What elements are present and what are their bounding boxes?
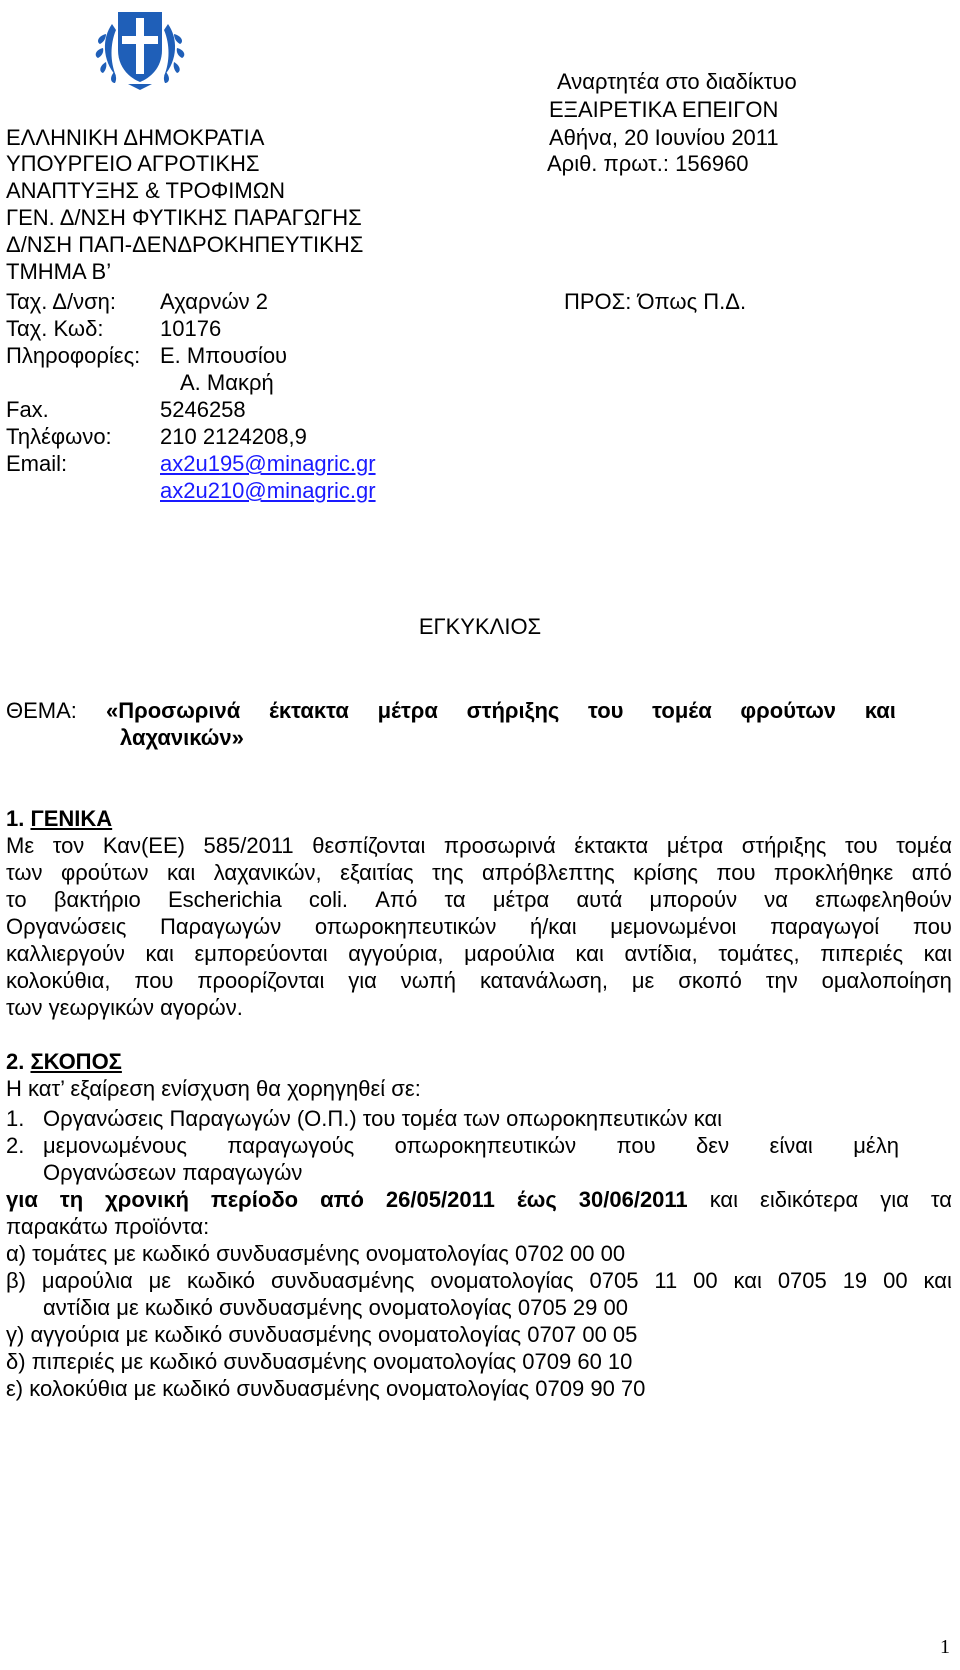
- word: τομέα: [896, 833, 952, 858]
- word: και: [923, 1268, 952, 1293]
- word: εμπορεύονται: [194, 941, 328, 966]
- word: μαρούλια: [464, 941, 555, 966]
- products-intro: παρακάτω προϊόντα:: [6, 1214, 210, 1239]
- section1-number: 1.: [6, 806, 25, 831]
- item1-number: 1.: [6, 1106, 25, 1131]
- word: έκτακτα: [574, 833, 649, 858]
- sender-department: ΤΜΗΜΑ Β’: [6, 259, 112, 284]
- word: Από: [375, 887, 418, 912]
- period-line: [6, 1187, 952, 1213]
- product-e: ε) κολοκύθια με κωδικό συνδυασμένης ονοματολογίας 0709 90 70: [6, 1376, 646, 1401]
- product-b-line1: [6, 1268, 952, 1294]
- word: ονοματολογίας: [430, 1268, 574, 1293]
- subject-label: ΘΕΜΑ:: [6, 698, 77, 723]
- word: θεσπίζονται: [312, 833, 426, 858]
- word: β): [6, 1268, 26, 1293]
- subject-word: μέτρα: [377, 698, 438, 723]
- word: για: [348, 968, 377, 993]
- word: κρίσης: [633, 860, 698, 885]
- section2-intro: Η κατ’ εξαίρεση ενίσχυση θα χορηγηθεί σε:: [6, 1076, 421, 1101]
- word: απρόβλεπτης: [481, 860, 615, 885]
- product-a: α) τομάτες με κωδικό συνδυασμένης ονοματολογίας 0702 00 00: [6, 1241, 626, 1266]
- sender-ministry-line1: ΥΠΟΥΡΓΕΙΟ ΑΓΡΟΤΙΚΗΣ: [6, 151, 260, 176]
- phone-value: 210 2124208,9: [160, 424, 307, 449]
- word: παραγωγούς: [227, 1133, 355, 1158]
- word: κολοκύθια,: [6, 968, 111, 993]
- word: και: [923, 941, 953, 966]
- word: 0705: [589, 1268, 639, 1293]
- word: με: [148, 1268, 172, 1293]
- word: με: [631, 968, 655, 993]
- word: νωπή: [400, 968, 457, 993]
- sender-directorate: Δ/ΝΣΗ ΠΑΠ-ΔΕΝΔΡΟΚΗΠΕΥΤΙΚΗΣ: [6, 232, 364, 257]
- word: μαρούλια: [41, 1268, 133, 1293]
- word: Παραγωγών: [160, 914, 282, 939]
- document-date: Αθήνα, 20 Ιουνίου 2011: [549, 125, 779, 150]
- word: που: [616, 1133, 656, 1158]
- subject-line2: λαχανικών»: [120, 725, 244, 750]
- word: αυτά: [576, 887, 623, 912]
- postcode-value: 10176: [160, 316, 222, 341]
- document-type-heading: ΕΓΚΥΚΛΙΟΣ: [418, 614, 542, 639]
- word: από: [911, 860, 952, 885]
- word: εξαιτίας: [340, 860, 414, 885]
- word: προκλήθηκε: [773, 860, 894, 885]
- greek-coat-of-arms-logo: [94, 4, 186, 90]
- word: την: [765, 968, 798, 993]
- word: 585/2011: [203, 833, 294, 858]
- word: Με: [6, 833, 35, 858]
- word: καλλιεργούν: [6, 941, 125, 966]
- word: της: [432, 860, 464, 885]
- word: να: [764, 887, 788, 912]
- urgency-marker: ΕΞΑΙΡΕΤΙΚΑ ΕΠΕΙΓΟΝ: [549, 97, 779, 122]
- word: των: [6, 860, 43, 885]
- subject-word: τομέα: [652, 698, 712, 723]
- fax-value: 5246258: [160, 397, 246, 422]
- word: επωφεληθούν: [815, 887, 952, 912]
- sender-general-directorate: ΓΕΝ. Δ/ΝΣΗ ΦΥΤΙΚΗΣ ΠΑΡΑΓΩΓΗΣ: [6, 205, 362, 230]
- word: που: [134, 968, 174, 993]
- section2-number: 2.: [6, 1049, 25, 1074]
- word: που: [912, 914, 952, 939]
- word: ομαλοποίηση: [821, 968, 952, 993]
- word: Οργανώσεις: [6, 914, 127, 939]
- word: 00: [693, 1268, 718, 1293]
- subject-word: και: [864, 698, 896, 723]
- email-link-1[interactable]: ax2u195@minagric.gr: [160, 451, 376, 476]
- word: λαχανικών,: [213, 860, 322, 885]
- word: αντίδια,: [624, 941, 698, 966]
- word: φρούτων: [60, 860, 149, 885]
- item2-number: 2.: [6, 1133, 25, 1158]
- item2-line2: Οργανώσεων παραγωγών: [43, 1160, 303, 1185]
- word: μεμονωμένοι: [610, 914, 737, 939]
- section1-title: ΓΕΝΙΚΑ: [30, 806, 113, 831]
- sender-republic: ΕΛΛΗΝΙΚΗ ΔΗΜΟΚΡΑΤΙΑ: [6, 125, 265, 150]
- online-posting-note: Αναρτητέα στο διαδίκτυο: [557, 69, 797, 94]
- word: 0705: [777, 1268, 827, 1293]
- word: συνδυασμένης: [270, 1268, 415, 1293]
- email-link-2[interactable]: ax2u210@minagric.gr: [160, 478, 376, 503]
- subject-word: στήριξης: [466, 698, 560, 723]
- word: μέτρα: [492, 887, 550, 912]
- section1-line: [6, 941, 952, 967]
- section1-line: [6, 833, 952, 859]
- word: παραγωγοί: [770, 914, 880, 939]
- page-number: 1: [940, 1636, 950, 1658]
- word: 19: [842, 1268, 868, 1293]
- word: οπωροκηπευτικών: [314, 914, 497, 939]
- word: προορίζονται: [197, 968, 325, 993]
- product-c: γ) αγγούρια με κωδικό συνδυασμένης ονοματολογίας 0707 00 05: [6, 1322, 638, 1347]
- word: 00: [883, 1268, 908, 1293]
- word: αγγούρια,: [348, 941, 444, 966]
- word: τα: [930, 1187, 953, 1212]
- word: μέτρα: [666, 833, 724, 858]
- subject-word: του: [588, 698, 624, 723]
- word: πιπεριές: [820, 941, 904, 966]
- section1-line: [6, 860, 952, 886]
- subject-word: «Προσωρινά: [106, 698, 241, 723]
- info-label: Πληροφορίες:: [6, 343, 141, 368]
- section1-line: [6, 968, 952, 994]
- word: κωδικό: [187, 1268, 256, 1293]
- period-bold: για τη χρονική περίοδο από 26/05/2011 έως 30/06/2011: [6, 1187, 688, 1212]
- word: μπορούν: [649, 887, 738, 912]
- word: για: [880, 1187, 909, 1212]
- word: προσωρινά: [443, 833, 556, 858]
- word: βακτήριο: [53, 887, 141, 912]
- word: οπωροκηπευτικών: [394, 1133, 577, 1158]
- word: 11: [654, 1268, 678, 1293]
- section1-line: [6, 914, 952, 940]
- section1-line: [6, 887, 952, 913]
- word: τα: [444, 887, 466, 912]
- item2-line1: [43, 1133, 899, 1159]
- word: ή/και: [529, 914, 577, 939]
- subject-line1: [106, 698, 896, 724]
- section1-last-line: των γεωργικών αγορών.: [6, 995, 243, 1020]
- word: coli.: [308, 887, 349, 912]
- product-d: δ) πιπεριές με κωδικό συνδυασμένης ονοματολογίας 0709 60 10: [6, 1349, 633, 1374]
- word: και: [575, 941, 604, 966]
- postcode-label: Ταχ. Κωδ:: [6, 316, 104, 341]
- section1-heading: [6, 806, 112, 832]
- word: μεμονωμένους: [43, 1133, 187, 1158]
- fax-label: Fax.: [6, 397, 49, 422]
- subject-word: έκτακτα: [268, 698, 349, 723]
- protocol-number: Αριθ. πρωτ.: 156960: [547, 151, 749, 176]
- word: τομάτες,: [718, 941, 800, 966]
- word: που: [716, 860, 756, 885]
- info-contact-1: Ε. Μπουσίου: [160, 343, 288, 368]
- section2-title: ΣΚΟΠΟΣ: [30, 1049, 122, 1074]
- address-label: Ταχ. Δ/νση:: [6, 289, 117, 314]
- word: δεν: [696, 1133, 730, 1158]
- phone-label: Τηλέφωνο:: [6, 424, 112, 449]
- word: του: [844, 833, 878, 858]
- word: είναι: [769, 1133, 813, 1158]
- word: μέλη: [853, 1133, 899, 1158]
- recipients: ΠΡΟΣ: Όπως Π.Δ.: [564, 289, 747, 314]
- word: κατανάλωση,: [479, 968, 608, 993]
- info-contact-2: Α. Μακρή: [180, 370, 274, 395]
- word: τον: [52, 833, 85, 858]
- email-label: Email:: [6, 451, 68, 476]
- section2-heading: [6, 1049, 122, 1075]
- word: Καν(ΕΕ): [102, 833, 185, 858]
- product-b-line2: αντίδια με κωδικό συνδυασμένης ονοματολογίας 0705 29 00: [43, 1295, 628, 1320]
- word: στήριξης: [741, 833, 827, 858]
- sender-ministry-line2: ΑΝΑΠΤΥΞΗΣ & ΤΡΟΦΙΜΩΝ: [6, 178, 286, 203]
- word: το: [6, 887, 27, 912]
- subject-word: φρούτων: [740, 698, 837, 723]
- word: ειδικότερα: [760, 1187, 859, 1212]
- address-value: Αχαρνών 2: [160, 289, 268, 314]
- word: και: [733, 1268, 762, 1293]
- item1-text: Οργανώσεις Παραγωγών (Ο.Π.) του τομέα των οπωροκηπευτικών και: [43, 1106, 723, 1131]
- word: και: [709, 1187, 739, 1212]
- word: Escherichia: [167, 887, 282, 912]
- word: και: [166, 860, 196, 885]
- word: και: [145, 941, 174, 966]
- word: σκοπό: [678, 968, 742, 993]
